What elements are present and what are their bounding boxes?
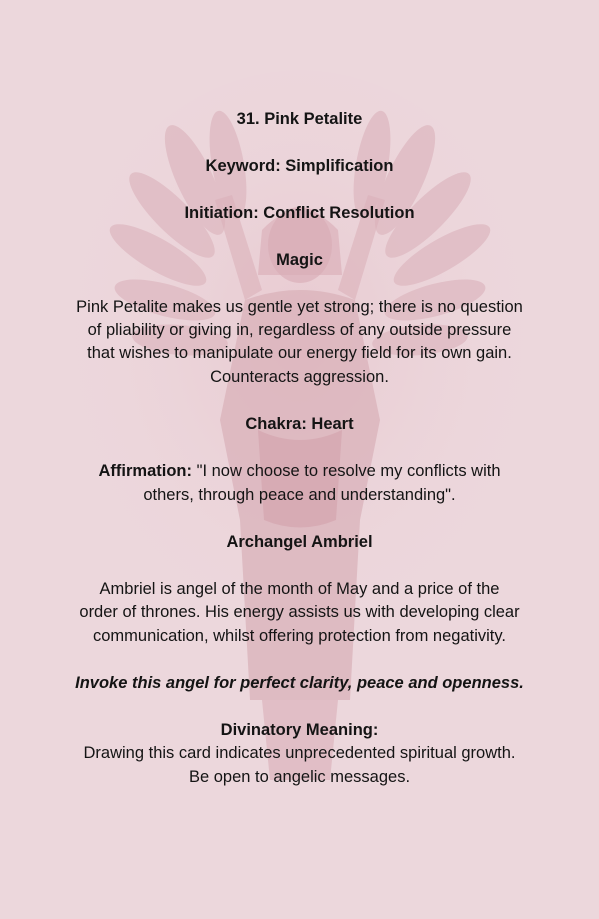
affirmation-label: Affirmation: — [98, 462, 192, 480]
archangel-heading: Archangel Ambriel — [226, 533, 373, 551]
archangel-text-line: order of thrones. His energy assists us with developing clear — [79, 603, 520, 621]
magic-text-line: that wishes to manipulate our energy field for its own gain. — [87, 344, 512, 362]
keyword-line: Keyword: Simplification — [205, 157, 394, 175]
magic-heading: Magic — [276, 251, 323, 269]
chakra-line: Chakra: Heart — [245, 415, 354, 433]
archangel-text-line: communication, whilst offering protection from negativity. — [93, 627, 506, 645]
affirmation-line-2: others, through peace and understanding". — [143, 486, 456, 504]
initiation-line: Initiation: Conflict Resolution — [184, 204, 415, 222]
magic-text-line: Counteracts aggression. — [210, 368, 389, 386]
divinatory-text-line: Drawing this card indicates unprecedented spiritual growth. — [83, 744, 516, 762]
invoke-line: Invoke this angel for perfect clarity, peace and openness. — [75, 674, 524, 692]
magic-text-line: Pink Petalite makes us gentle yet strong; there is no question — [76, 298, 523, 316]
divinatory-text-line: Be open to angelic messages. — [188, 768, 411, 786]
affirmation-text: "I now choose to resolve my conflicts with — [196, 462, 501, 480]
archangel-text-line: Ambriel is angel of the month of May and a price of the — [99, 580, 500, 598]
affirmation-line-1 — [0, 460, 599, 482]
divinatory-heading: Divinatory Meaning: — [220, 721, 379, 739]
card-title: 31. Pink Petalite — [236, 110, 363, 128]
magic-text-line: of pliability or giving in, regardless of any outside pressure — [87, 321, 512, 339]
